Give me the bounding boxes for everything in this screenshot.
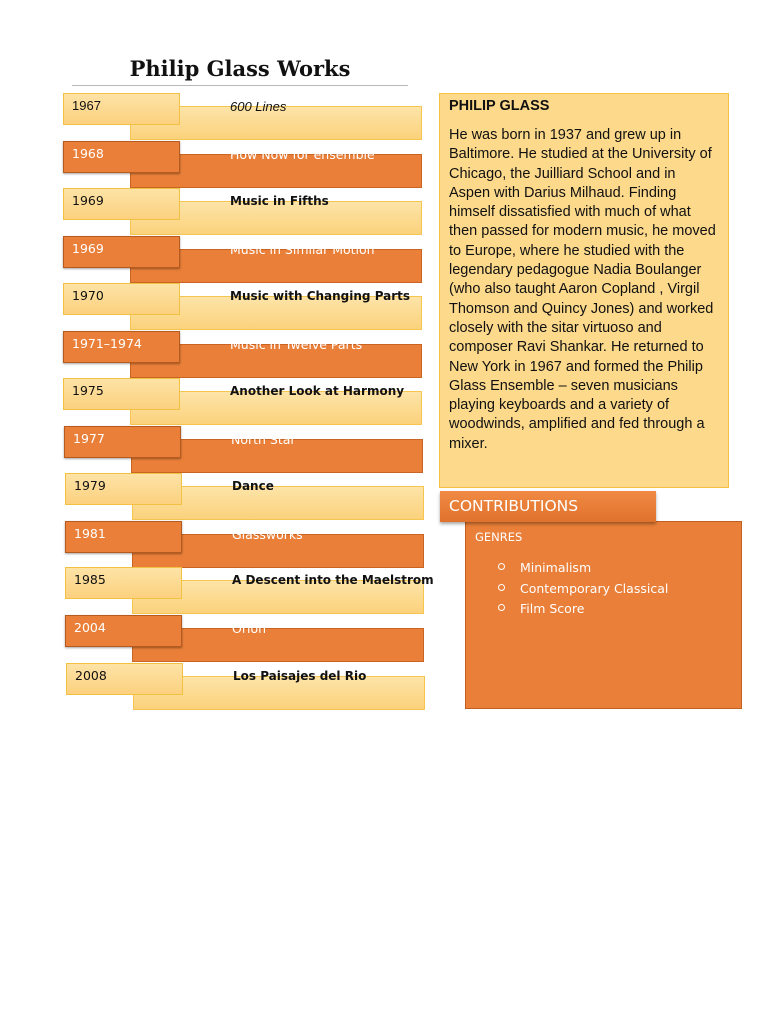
timeline-year: 1969 xyxy=(72,193,104,208)
timeline-work-title: Glassworks xyxy=(232,527,303,542)
page-title: Philip Glass Works xyxy=(129,56,351,81)
list-item xyxy=(498,560,668,581)
timeline-work-title: Dance xyxy=(232,479,274,493)
timeline-entry xyxy=(66,663,426,709)
circle-bullet-icon xyxy=(498,563,505,570)
timeline-year: 1970 xyxy=(72,288,104,303)
timeline-work-title: Music in Twelve Parts xyxy=(230,337,363,352)
timeline-year: 1971–1974 xyxy=(72,336,142,351)
biography-panel xyxy=(439,93,729,488)
timeline-entry xyxy=(63,378,423,424)
timeline-year: 1977 xyxy=(73,431,105,446)
genre-label: Minimalism xyxy=(520,560,592,575)
timeline-year: 2004 xyxy=(74,620,106,635)
timeline-work-title: Los Paisajes del Rio xyxy=(233,669,367,683)
timeline-year: 1968 xyxy=(72,146,104,161)
contributions-heading-tab xyxy=(440,491,656,522)
timeline-year: 1967 xyxy=(72,98,101,113)
timeline-entry xyxy=(63,188,423,234)
timeline-entry xyxy=(63,93,423,139)
timeline-entry xyxy=(63,331,423,377)
timeline-year: 1981 xyxy=(74,526,106,541)
genres-label: GENRES xyxy=(475,530,523,544)
timeline-year: 2008 xyxy=(75,668,107,683)
timeline-year: 1969 xyxy=(72,241,104,256)
biography-text: He was born in 1937 and grew up in Baltimore. He studied at the University of Chicago, the Juilliard School and in Aspen with Darius Milhaud. Finding himself dissatisfied with much of what then passed for modern music, he moved to Europe, where he studied with the legendary pedagogue Nadia Boulanger (who also taught Aaron Copland , Virgil Thomson and Quincy Jones) and worked closely with the sitar virtuoso and composer Ravi Shankar. He returned to New York in 1967 and formed the Philip Glass Ensemble – seven musicians playing keyboards and a variety of woodwinds, amplified and fed through a mixer. xyxy=(449,127,716,452)
timeline-work-title: Music in Fifths xyxy=(230,194,329,208)
list-item xyxy=(498,601,668,622)
timeline-work-title: 600 Lines xyxy=(230,99,287,114)
timeline-entry xyxy=(63,141,423,187)
timeline-entry xyxy=(63,283,423,329)
timeline-work-title: How Now for ensemble xyxy=(230,147,375,162)
timeline-work-title: Orion xyxy=(232,621,267,636)
timeline-entry xyxy=(65,521,425,567)
timeline-entry xyxy=(65,615,425,661)
biography-heading: PHILIP GLASS xyxy=(449,98,550,114)
timeline-entry xyxy=(65,567,434,613)
timeline-work-title: Another Look at Harmony xyxy=(230,384,405,398)
genre-list xyxy=(498,560,668,622)
timeline-entry xyxy=(65,473,425,519)
circle-bullet-icon xyxy=(498,584,505,591)
timeline-year: 1985 xyxy=(74,572,106,587)
genre-label: Film Score xyxy=(520,601,585,616)
title-divider xyxy=(72,85,408,86)
list-item xyxy=(498,581,668,602)
timeline-entry xyxy=(63,236,423,282)
timeline-year: 1979 xyxy=(74,478,106,493)
timeline-year: 1975 xyxy=(72,383,104,398)
contributions-panel xyxy=(465,521,742,709)
timeline-work-title: Music with Changing Parts xyxy=(230,289,411,303)
timeline-work-title: Music in Similar Motion xyxy=(230,242,375,257)
circle-bullet-icon xyxy=(498,604,505,611)
timeline-work-title: A Descent into the Maelstrom xyxy=(232,573,434,587)
timeline-work-title: North Star xyxy=(231,432,296,447)
timeline-entry xyxy=(64,426,424,472)
genre-label: Contemporary Classical xyxy=(520,580,669,596)
contributions-heading: CONTRIBUTIONS xyxy=(449,497,579,515)
